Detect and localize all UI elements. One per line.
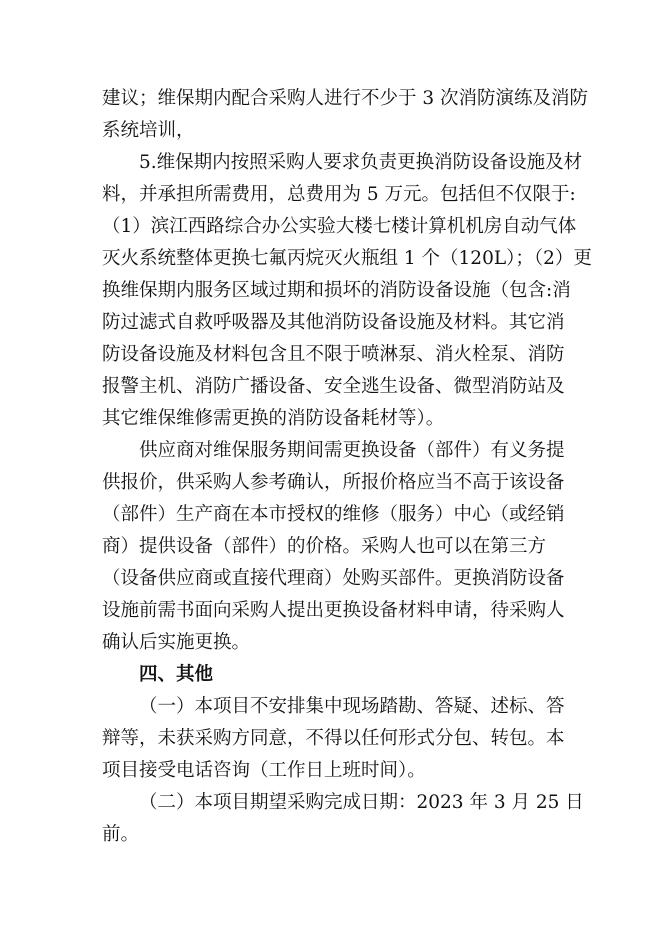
text-line: 商）提供设备（部件）的价格。采购人也可以在第三方: [102, 536, 547, 557]
text-line: （部件）生产商在本市授权的维修（服务）中心（或经销: [102, 504, 565, 525]
text-line: 辩等，未获采购方同意，不得以任何形式分包、转包。本: [102, 728, 565, 749]
text-line: 系统培训，: [102, 120, 195, 141]
text-line: 供应商对维保服务期间需更换设备（部件）有义务提: [139, 440, 565, 461]
text-line: 报警主机、消防广播设备、安全逃生设备、微型消防站及: [102, 376, 565, 397]
text-line: 防过滤式自救呼吸器及其他消防设备设施及材料。其它消: [102, 312, 565, 333]
text-line: 其它维保维修需更换的消防设备耗材等）。: [102, 408, 445, 429]
text-line: 防设备设施及材料包含且不限于喷淋泵、消火栓泵、消防: [102, 344, 565, 365]
text-line: 料，并承担所需费用，总费用为 5 万元。包括但不仅限于:: [102, 184, 576, 205]
text-line: 供报价，供采购人参考确认，所报价格应当不高于该设备: [102, 472, 565, 493]
text-line: 灭火系统整体更换七氟丙烷灭火瓶组 1 个（120L）；（2）更: [102, 248, 592, 269]
text-line: 确认后实施更换。: [102, 632, 251, 653]
text-line: （1）滨江西路综合办公实验大楼七楼计算机机房自动气体: [102, 216, 577, 237]
text-line: （设备供应商或直接代理商）处购买部件。更换消防设备: [102, 568, 565, 589]
text-line: 设施前需书面向采购人提出更换设备材料申请，待采购人: [102, 600, 565, 621]
section-heading: 四、其他: [139, 664, 214, 685]
text-line: 建议；维保期内配合采购人进行不少于 3 次消防演练及消防: [102, 88, 589, 109]
text-line: （一）本项目不安排集中现场踏勘、答疑、述标、答: [139, 696, 565, 717]
text-line: 换维保期内服务区域过期和损坏的消防设备设施（包含:消: [102, 280, 571, 301]
text-line: 前。: [102, 824, 140, 845]
text-line: 项目接受电话咨询（工作日上班时间）。: [102, 760, 426, 781]
text-line: （二）本项目期望采购完成日期：2023 年 3 月 25 日: [139, 792, 584, 813]
text-line: 5.维保期内按照采购人要求负责更换消防设备设施及材: [139, 152, 583, 173]
